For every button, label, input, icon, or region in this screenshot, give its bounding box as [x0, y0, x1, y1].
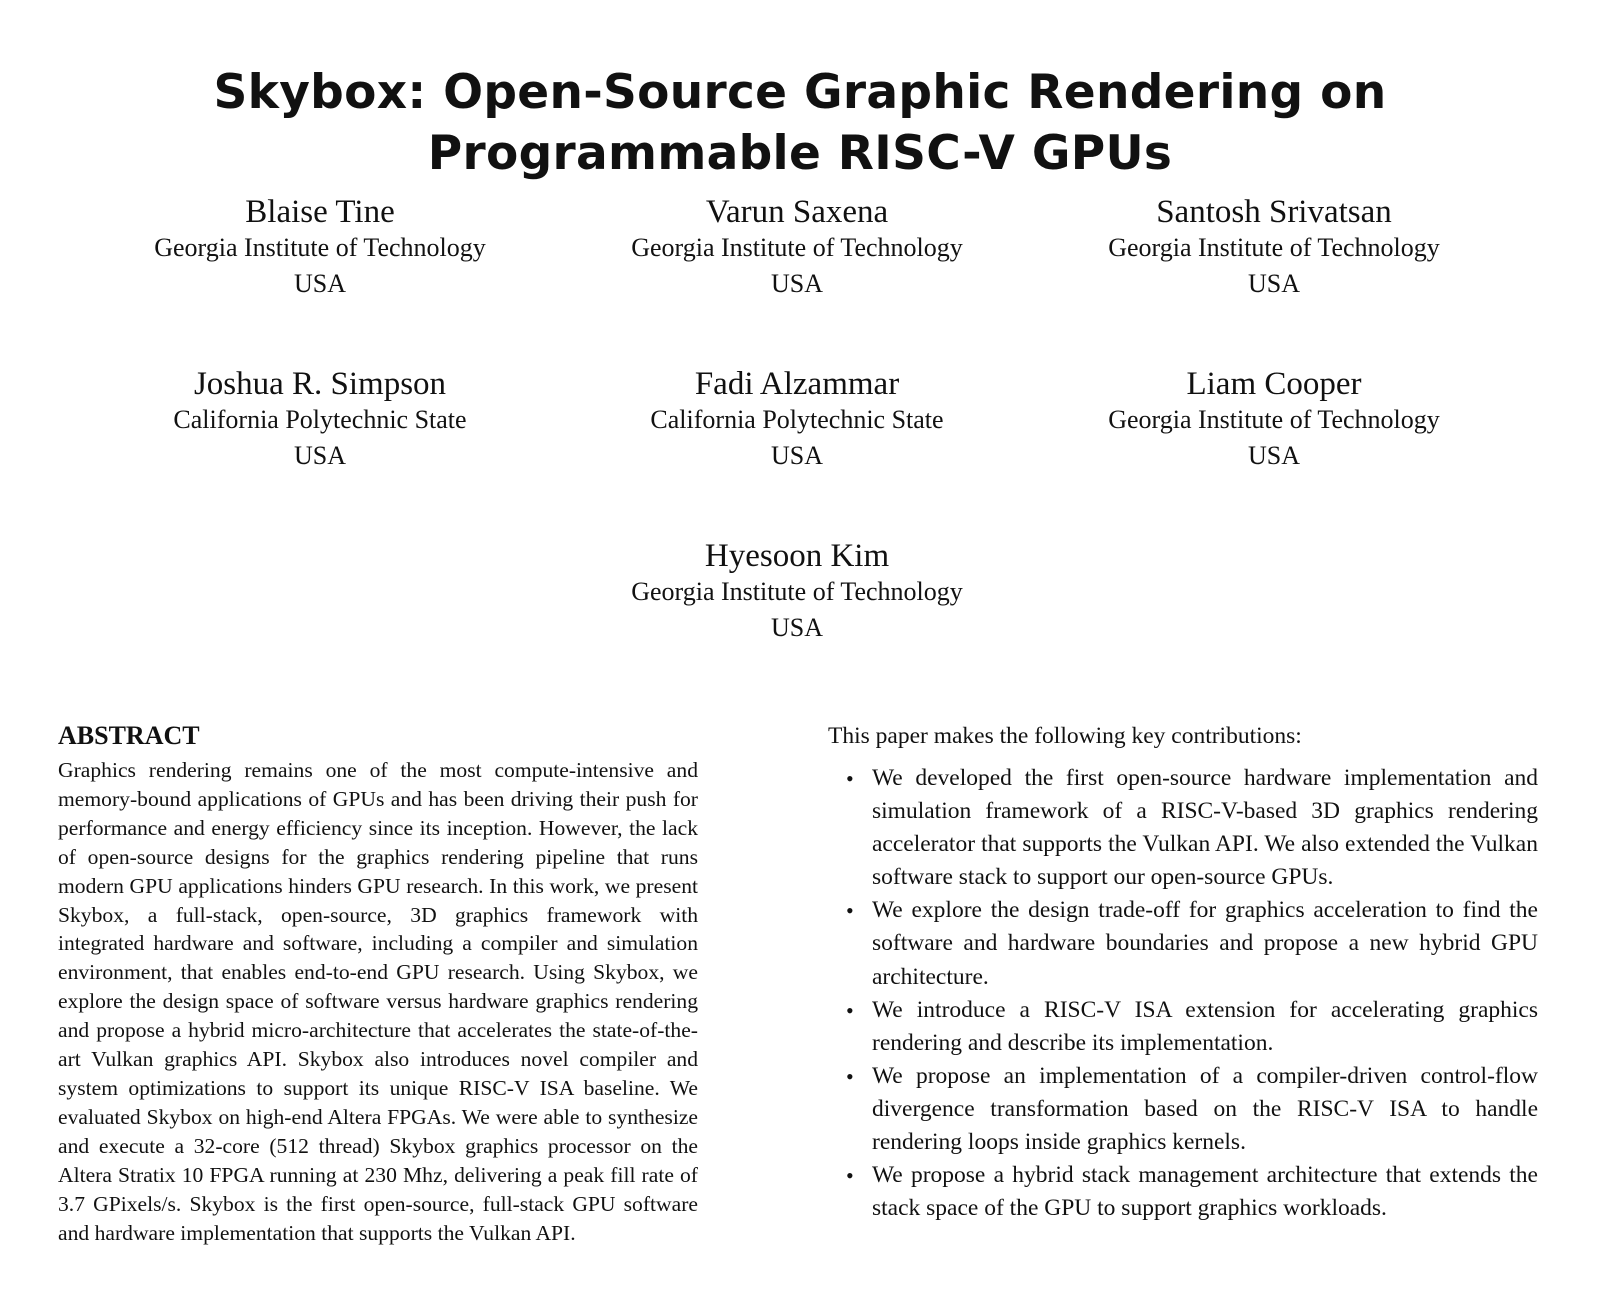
- abstract-heading: ABSTRACT: [58, 721, 200, 750]
- list-item-text: We developed the first open-source hardware implementation and simulation framework of a RISC-V-based 3D graphics rendering accelerator that supports the Vulkan API. We also extended the Vulkan software stack to support our open-source GPUs.: [872, 765, 1538, 891]
- author-affiliation: Georgia Institute of Technology: [1108, 233, 1440, 262]
- bullet-icon: •: [846, 1163, 854, 1189]
- author-affiliation: California Polytechnic State: [650, 405, 944, 434]
- author-block: [587, 538, 1007, 646]
- author-country: USA: [770, 613, 823, 642]
- author-block: [110, 366, 530, 474]
- author-name: Santosh Srivatsan: [1156, 194, 1392, 230]
- author-country: USA: [770, 441, 823, 470]
- author-name: Joshua R. Simpson: [193, 366, 447, 402]
- author-affiliation: Georgia Institute of Technology: [631, 233, 963, 262]
- author-country: USA: [770, 269, 823, 298]
- list-item-text: We introduce a RISC-V ISA extension for accelerating graphics rendering and describe its implementation.: [872, 996, 1538, 1056]
- list-item-text: We explore the design trade-off for graphics acceleration to find the software and hardware boundaries and propose a new hybrid GPU architecture.: [872, 897, 1538, 990]
- author-country: USA: [1247, 269, 1300, 298]
- contributions-intro: This paper makes the following key contributions:: [828, 723, 1302, 749]
- author-country: USA: [1247, 441, 1300, 470]
- author-name: Liam Cooper: [1186, 366, 1362, 402]
- paper-title: Skybox: Open-Source Graphic Rendering on Programmable RISC-V GPUs: [213, 65, 1387, 181]
- bullet-icon: •: [846, 1063, 854, 1089]
- author-affiliation: Georgia Institute of Technology: [154, 233, 486, 262]
- bullet-icon: •: [846, 997, 854, 1023]
- author-name: Hyesoon Kim: [704, 538, 890, 574]
- list-item: [828, 762, 1538, 894]
- author-affiliation: Georgia Institute of Technology: [1108, 405, 1440, 434]
- abstract-section: [58, 720, 698, 1247]
- author-affiliation: California Polytechnic State: [173, 405, 467, 434]
- contributions-section: [828, 720, 1538, 1225]
- author-block: [110, 194, 530, 302]
- list-item-text: We propose a hybrid stack management architecture that extends the stack space of the GPU to support graphics workloads.: [872, 1162, 1538, 1222]
- list-item: [828, 1060, 1538, 1159]
- author-name: Blaise Tine: [245, 194, 395, 230]
- author-block: [1064, 194, 1484, 302]
- list-item: [828, 894, 1538, 993]
- author-name: Varun Saxena: [705, 194, 889, 230]
- author-country: USA: [293, 441, 346, 470]
- author-block: [587, 366, 1007, 474]
- author-block: [587, 194, 1007, 302]
- author-name: Fadi Alzammar: [694, 366, 900, 402]
- bullet-icon: •: [846, 898, 854, 924]
- bullet-icon: •: [846, 766, 854, 791]
- author-affiliation: Georgia Institute of Technology: [631, 577, 963, 606]
- contributions-list: [828, 762, 1538, 1225]
- list-item: [828, 1159, 1538, 1225]
- author-block: [1064, 366, 1484, 474]
- list-item-text: We propose an implementation of a compiler-driven control-flow divergence transformation based on the RISC-V ISA to handle rendering loops inside graphics kernels.: [872, 1062, 1538, 1156]
- abstract-text: Graphics rendering remains one of the most compute-intensive and memory-bound applications of GPUs and has been driving their push for performance and energy efficiency since its inception. However, the lack of open-source designs for the graphics rendering pipeline that runs modern GPU applications hinders GPU research. In this work, we present Skybox, a full-stack, open-source, 3D graphics framework with integrated hardware and software, including a compiler and simulation environment, that enables end-to-end GPU research. Using Skybox, we explore the design space of software versus hardware graphics rendering and propose a hybrid micro-architecture that accelerates the state-of-the-art Vulkan graphics API. Skybox also introduces novel compiler and system optimizations to support its unique RISC-V ISA baseline. We evaluated Skybox on high-end Altera FPGAs. We were able to synthesize and execute a 32-core (512 thread) Skybox graphics processor on the Altera Stratix 10 FPGA running at 230 Mhz, delivering a peak fill rate of 3.7 GPixels/s. Skybox is the first open-source, full-stack GPU software and hardware implementation that supports the Vulkan API.: [58, 758, 698, 1245]
- author-country: USA: [293, 269, 346, 298]
- list-item: [828, 994, 1538, 1060]
